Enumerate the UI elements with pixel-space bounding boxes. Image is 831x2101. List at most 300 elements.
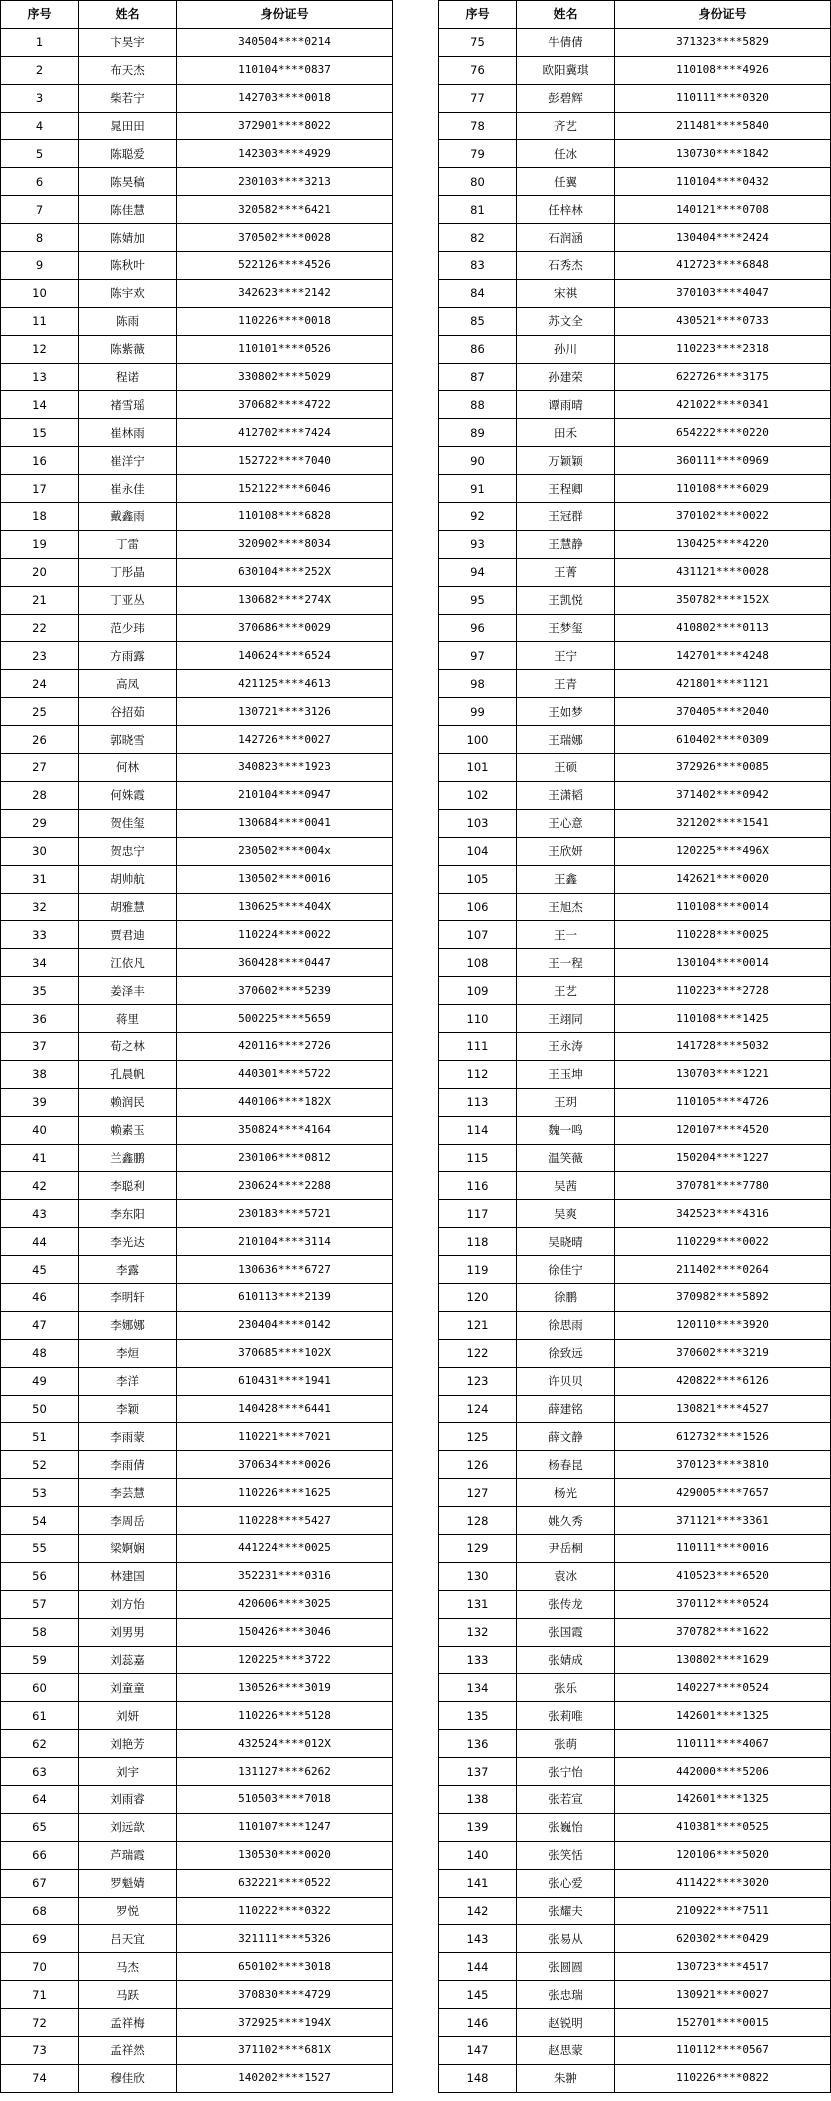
name-cell: 罗悦 bbox=[79, 1897, 177, 1925]
name-cell: 范少玮 bbox=[79, 614, 177, 642]
header-id: 身份证号 bbox=[177, 1, 393, 29]
table-row bbox=[439, 1813, 831, 1841]
id-cell: 410802****0113 bbox=[615, 614, 831, 642]
id-cell: 110107****1247 bbox=[177, 1813, 393, 1841]
id-cell: 442000****5206 bbox=[615, 1758, 831, 1786]
id-cell: 211402****0264 bbox=[615, 1256, 831, 1284]
name-cell: 王一 bbox=[517, 921, 615, 949]
table-row bbox=[1, 1897, 393, 1925]
id-cell: 370682****4722 bbox=[177, 391, 393, 419]
name-cell: 布天杰 bbox=[79, 56, 177, 84]
table-row bbox=[1, 1786, 393, 1814]
seq-cell: 140 bbox=[439, 1841, 517, 1869]
table-row bbox=[1, 56, 393, 84]
seq-cell: 59 bbox=[1, 1646, 79, 1674]
seq-cell: 136 bbox=[439, 1730, 517, 1758]
name-cell: 姚久秀 bbox=[517, 1507, 615, 1535]
seq-cell: 131 bbox=[439, 1590, 517, 1618]
name-cell: 徐思雨 bbox=[517, 1311, 615, 1339]
name-cell: 薛建铭 bbox=[517, 1395, 615, 1423]
id-cell: 654222****0220 bbox=[615, 419, 831, 447]
name-cell: 刘远歆 bbox=[79, 1813, 177, 1841]
table-row bbox=[439, 279, 831, 307]
seq-cell: 29 bbox=[1, 809, 79, 837]
id-cell: 140428****6441 bbox=[177, 1395, 393, 1423]
seq-cell: 85 bbox=[439, 307, 517, 335]
table-row bbox=[439, 1311, 831, 1339]
table-row bbox=[1, 84, 393, 112]
seq-cell: 147 bbox=[439, 2037, 517, 2065]
id-cell: 622726****3175 bbox=[615, 363, 831, 391]
id-cell: 120225****496X bbox=[615, 837, 831, 865]
name-cell: 陈昊稿 bbox=[79, 168, 177, 196]
name-cell: 丁亚丛 bbox=[79, 586, 177, 614]
id-cell: 321202****1541 bbox=[615, 809, 831, 837]
name-cell: 王如梦 bbox=[517, 698, 615, 726]
id-cell: 130802****1629 bbox=[615, 1646, 831, 1674]
name-cell: 李芸慧 bbox=[79, 1479, 177, 1507]
name-cell: 张国霞 bbox=[517, 1618, 615, 1646]
id-cell: 372926****0085 bbox=[615, 754, 831, 782]
table-row bbox=[1, 1534, 393, 1562]
table-row bbox=[1, 1172, 393, 1200]
id-cell: 110228****5427 bbox=[177, 1507, 393, 1535]
seq-cell: 23 bbox=[1, 642, 79, 670]
table-row bbox=[439, 558, 831, 586]
seq-cell: 67 bbox=[1, 1869, 79, 1897]
table-row bbox=[439, 698, 831, 726]
name-cell: 吴爽 bbox=[517, 1200, 615, 1228]
table-row bbox=[439, 642, 831, 670]
table-row bbox=[439, 1786, 831, 1814]
table-row bbox=[439, 1088, 831, 1116]
seq-cell: 77 bbox=[439, 84, 517, 112]
name-cell: 王菁 bbox=[517, 558, 615, 586]
id-cell: 650102****3018 bbox=[177, 1953, 393, 1981]
seq-cell: 83 bbox=[439, 252, 517, 280]
table-row bbox=[1, 977, 393, 1005]
name-cell: 任翼 bbox=[517, 168, 615, 196]
id-cell: 130502****0016 bbox=[177, 865, 393, 893]
name-cell: 苏文全 bbox=[517, 307, 615, 335]
table-row bbox=[439, 1060, 831, 1088]
table-row bbox=[1, 586, 393, 614]
seq-cell: 71 bbox=[1, 1981, 79, 2009]
table-row bbox=[439, 196, 831, 224]
header-seq: 序号 bbox=[1, 1, 79, 29]
name-cell: 张心爱 bbox=[517, 1869, 615, 1897]
table-row bbox=[439, 112, 831, 140]
seq-cell: 31 bbox=[1, 865, 79, 893]
seq-cell: 25 bbox=[1, 698, 79, 726]
seq-cell: 27 bbox=[1, 754, 79, 782]
table-row bbox=[439, 1618, 831, 1646]
id-cell: 360428****0447 bbox=[177, 949, 393, 977]
seq-cell: 49 bbox=[1, 1367, 79, 1395]
table-row bbox=[1, 391, 393, 419]
seq-cell: 100 bbox=[439, 726, 517, 754]
id-cell: 110226****5128 bbox=[177, 1702, 393, 1730]
seq-cell: 108 bbox=[439, 949, 517, 977]
name-cell: 赖素玉 bbox=[79, 1116, 177, 1144]
seq-cell: 22 bbox=[1, 614, 79, 642]
name-cell: 陈紫薇 bbox=[79, 335, 177, 363]
seq-cell: 36 bbox=[1, 1005, 79, 1033]
seq-cell: 142 bbox=[439, 1897, 517, 1925]
id-cell: 130404****2424 bbox=[615, 224, 831, 252]
table-row bbox=[1, 921, 393, 949]
id-cell: 230404****0142 bbox=[177, 1311, 393, 1339]
seq-cell: 9 bbox=[1, 252, 79, 280]
header-row bbox=[439, 1, 831, 29]
table-row bbox=[1, 2064, 393, 2092]
seq-cell: 144 bbox=[439, 1953, 517, 1981]
table-row bbox=[439, 1228, 831, 1256]
id-cell: 130921****0027 bbox=[615, 1981, 831, 2009]
seq-cell: 4 bbox=[1, 112, 79, 140]
name-cell: 万颖颖 bbox=[517, 447, 615, 475]
seq-cell: 111 bbox=[439, 1032, 517, 1060]
id-cell: 350824****4164 bbox=[177, 1116, 393, 1144]
seq-cell: 19 bbox=[1, 530, 79, 558]
name-cell: 王艺 bbox=[517, 977, 615, 1005]
seq-cell: 7 bbox=[1, 196, 79, 224]
seq-cell: 65 bbox=[1, 1813, 79, 1841]
name-cell: 张乐 bbox=[517, 1674, 615, 1702]
table-row bbox=[1, 1339, 393, 1367]
id-cell: 110228****0025 bbox=[615, 921, 831, 949]
name-cell: 蒋里 bbox=[79, 1005, 177, 1033]
table-row bbox=[1, 1507, 393, 1535]
table-row bbox=[1, 809, 393, 837]
table-row bbox=[1, 1451, 393, 1479]
name-cell: 孔晨帆 bbox=[79, 1060, 177, 1088]
name-cell: 刘方怡 bbox=[79, 1590, 177, 1618]
table-row bbox=[1, 865, 393, 893]
seq-cell: 75 bbox=[439, 28, 517, 56]
seq-cell: 130 bbox=[439, 1562, 517, 1590]
name-cell: 兰鑫鹏 bbox=[79, 1144, 177, 1172]
seq-cell: 41 bbox=[1, 1144, 79, 1172]
seq-cell: 96 bbox=[439, 614, 517, 642]
table-row bbox=[1, 252, 393, 280]
table-row bbox=[1, 447, 393, 475]
table-row bbox=[1, 1953, 393, 1981]
table-row bbox=[439, 1367, 831, 1395]
id-cell: 421022****0341 bbox=[615, 391, 831, 419]
seq-cell: 73 bbox=[1, 2037, 79, 2065]
id-cell: 110104****0432 bbox=[615, 168, 831, 196]
seq-cell: 52 bbox=[1, 1451, 79, 1479]
id-cell: 370634****0026 bbox=[177, 1451, 393, 1479]
seq-cell: 119 bbox=[439, 1256, 517, 1284]
table-row bbox=[1, 503, 393, 531]
seq-cell: 45 bbox=[1, 1256, 79, 1284]
id-cell: 340504****0214 bbox=[177, 28, 393, 56]
name-cell: 李烜 bbox=[79, 1339, 177, 1367]
table-row bbox=[439, 2037, 831, 2065]
id-cell: 630104****252X bbox=[177, 558, 393, 586]
name-cell: 任梓林 bbox=[517, 196, 615, 224]
seq-cell: 40 bbox=[1, 1116, 79, 1144]
id-cell: 371121****3361 bbox=[615, 1507, 831, 1535]
table-row bbox=[439, 307, 831, 335]
seq-cell: 5 bbox=[1, 140, 79, 168]
seq-cell: 63 bbox=[1, 1758, 79, 1786]
table-row bbox=[1, 419, 393, 447]
id-cell: 110111****0016 bbox=[615, 1534, 831, 1562]
id-cell: 110226****0018 bbox=[177, 307, 393, 335]
table-row bbox=[439, 1758, 831, 1786]
seq-cell: 17 bbox=[1, 475, 79, 503]
id-cell: 320902****8034 bbox=[177, 530, 393, 558]
name-cell: 李颖 bbox=[79, 1395, 177, 1423]
table-row bbox=[439, 391, 831, 419]
table-row bbox=[439, 1897, 831, 1925]
seq-cell: 90 bbox=[439, 447, 517, 475]
id-cell: 370103****4047 bbox=[615, 279, 831, 307]
id-cell: 370782****1622 bbox=[615, 1618, 831, 1646]
seq-cell: 81 bbox=[439, 196, 517, 224]
table-row bbox=[439, 1730, 831, 1758]
name-cell: 吴晓晴 bbox=[517, 1228, 615, 1256]
seq-cell: 3 bbox=[1, 84, 79, 112]
seq-cell: 39 bbox=[1, 1088, 79, 1116]
table-row bbox=[1, 1618, 393, 1646]
table-row bbox=[439, 2009, 831, 2037]
table-row bbox=[1, 2037, 393, 2065]
table-row bbox=[439, 1395, 831, 1423]
seq-cell: 46 bbox=[1, 1283, 79, 1311]
name-cell: 王潇韬 bbox=[517, 781, 615, 809]
table-row bbox=[439, 921, 831, 949]
table-row bbox=[439, 1256, 831, 1284]
id-cell: 370602****3219 bbox=[615, 1339, 831, 1367]
id-cell: 342523****4316 bbox=[615, 1200, 831, 1228]
name-cell: 刘蕊嘉 bbox=[79, 1646, 177, 1674]
seq-cell: 107 bbox=[439, 921, 517, 949]
id-cell: 130526****3019 bbox=[177, 1674, 393, 1702]
name-cell: 刘艳芳 bbox=[79, 1730, 177, 1758]
name-cell: 刘雨睿 bbox=[79, 1786, 177, 1814]
id-cell: 420606****3025 bbox=[177, 1590, 393, 1618]
table-row bbox=[1, 1283, 393, 1311]
name-cell: 王心意 bbox=[517, 809, 615, 837]
table-row bbox=[439, 1144, 831, 1172]
header-seq: 序号 bbox=[439, 1, 517, 29]
id-cell: 370781****7780 bbox=[615, 1172, 831, 1200]
seq-cell: 80 bbox=[439, 168, 517, 196]
seq-cell: 50 bbox=[1, 1395, 79, 1423]
seq-cell: 43 bbox=[1, 1200, 79, 1228]
name-cell: 徐致远 bbox=[517, 1339, 615, 1367]
seq-cell: 24 bbox=[1, 670, 79, 698]
id-cell: 140202****1527 bbox=[177, 2064, 393, 2092]
id-cell: 140121****0708 bbox=[615, 196, 831, 224]
seq-cell: 72 bbox=[1, 2009, 79, 2037]
name-cell: 李雨倩 bbox=[79, 1451, 177, 1479]
seq-cell: 124 bbox=[439, 1395, 517, 1423]
id-cell: 110224****0022 bbox=[177, 921, 393, 949]
seq-cell: 114 bbox=[439, 1116, 517, 1144]
table-row bbox=[439, 1339, 831, 1367]
name-cell: 赵锐明 bbox=[517, 2009, 615, 2037]
table-row bbox=[439, 2064, 831, 2092]
seq-cell: 132 bbox=[439, 1618, 517, 1646]
table-row bbox=[1, 1144, 393, 1172]
id-cell: 610402****0309 bbox=[615, 726, 831, 754]
table-row bbox=[439, 168, 831, 196]
id-cell: 130425****4220 bbox=[615, 530, 831, 558]
id-cell: 210104****3114 bbox=[177, 1228, 393, 1256]
name-cell: 李雨蒙 bbox=[79, 1423, 177, 1451]
name-cell: 穆佳欣 bbox=[79, 2064, 177, 2092]
name-cell: 王慧静 bbox=[517, 530, 615, 558]
name-cell: 王玉坤 bbox=[517, 1060, 615, 1088]
name-cell: 孙建荣 bbox=[517, 363, 615, 391]
id-cell: 110112****0567 bbox=[615, 2037, 831, 2065]
name-cell: 赖润民 bbox=[79, 1088, 177, 1116]
table-row bbox=[439, 893, 831, 921]
seq-cell: 126 bbox=[439, 1451, 517, 1479]
id-cell: 152701****0015 bbox=[615, 2009, 831, 2037]
seq-cell: 88 bbox=[439, 391, 517, 419]
id-cell: 370982****5892 bbox=[615, 1283, 831, 1311]
name-cell: 田禾 bbox=[517, 419, 615, 447]
table-row bbox=[1, 1479, 393, 1507]
table-row bbox=[1, 168, 393, 196]
id-cell: 142601****1325 bbox=[615, 1786, 831, 1814]
table-row bbox=[1, 614, 393, 642]
table-row bbox=[1, 754, 393, 782]
seq-cell: 37 bbox=[1, 1032, 79, 1060]
table-row bbox=[1, 949, 393, 977]
id-cell: 420822****6126 bbox=[615, 1367, 831, 1395]
id-cell: 110108****6828 bbox=[177, 503, 393, 531]
name-cell: 牛倩倩 bbox=[517, 28, 615, 56]
name-cell: 李明轩 bbox=[79, 1283, 177, 1311]
table-row bbox=[439, 837, 831, 865]
name-cell: 王鑫 bbox=[517, 865, 615, 893]
id-cell: 110111****4067 bbox=[615, 1730, 831, 1758]
table-row bbox=[1, 837, 393, 865]
seq-cell: 87 bbox=[439, 363, 517, 391]
name-cell: 谭雨晴 bbox=[517, 391, 615, 419]
id-cell: 150204****1227 bbox=[615, 1144, 831, 1172]
seq-cell: 105 bbox=[439, 865, 517, 893]
name-cell: 许贝贝 bbox=[517, 1367, 615, 1395]
table-row bbox=[439, 140, 831, 168]
roster-table-right bbox=[438, 0, 831, 2093]
id-cell: 350782****152X bbox=[615, 586, 831, 614]
seq-cell: 76 bbox=[439, 56, 517, 84]
table-row bbox=[1, 1925, 393, 1953]
name-cell: 程诺 bbox=[79, 363, 177, 391]
id-cell: 371402****0942 bbox=[615, 781, 831, 809]
name-cell: 胡帅航 bbox=[79, 865, 177, 893]
id-cell: 330802****5029 bbox=[177, 363, 393, 391]
id-cell: 510503****7018 bbox=[177, 1786, 393, 1814]
id-cell: 152722****7040 bbox=[177, 447, 393, 475]
table-row bbox=[1, 1005, 393, 1033]
id-cell: 130104****0014 bbox=[615, 949, 831, 977]
table-row bbox=[439, 1646, 831, 1674]
seq-cell: 38 bbox=[1, 1060, 79, 1088]
seq-cell: 122 bbox=[439, 1339, 517, 1367]
name-cell: 齐艺 bbox=[517, 112, 615, 140]
seq-cell: 70 bbox=[1, 1953, 79, 1981]
id-cell: 130682****274X bbox=[177, 586, 393, 614]
seq-cell: 54 bbox=[1, 1507, 79, 1535]
id-cell: 230624****2288 bbox=[177, 1172, 393, 1200]
table-row bbox=[439, 1451, 831, 1479]
table-row bbox=[439, 84, 831, 112]
name-cell: 石润涵 bbox=[517, 224, 615, 252]
name-cell: 戴鑫雨 bbox=[79, 503, 177, 531]
name-cell: 方雨露 bbox=[79, 642, 177, 670]
seq-cell: 8 bbox=[1, 224, 79, 252]
id-cell: 152122****6046 bbox=[177, 475, 393, 503]
header-name: 姓名 bbox=[79, 1, 177, 29]
table-row bbox=[1, 1228, 393, 1256]
id-cell: 120107****4520 bbox=[615, 1116, 831, 1144]
id-cell: 110111****0320 bbox=[615, 84, 831, 112]
seq-cell: 78 bbox=[439, 112, 517, 140]
name-cell: 芦瑞霞 bbox=[79, 1841, 177, 1869]
name-cell: 张笑恬 bbox=[517, 1841, 615, 1869]
name-cell: 陈佳慧 bbox=[79, 196, 177, 224]
name-cell: 吕天宜 bbox=[79, 1925, 177, 1953]
name-cell: 李洋 bbox=[79, 1367, 177, 1395]
id-cell: 130703****1221 bbox=[615, 1060, 831, 1088]
name-cell: 罗魁婧 bbox=[79, 1869, 177, 1897]
table-row bbox=[439, 447, 831, 475]
table-row bbox=[439, 1116, 831, 1144]
id-cell: 110222****0322 bbox=[177, 1897, 393, 1925]
table-row bbox=[1, 1562, 393, 1590]
name-cell: 任冰 bbox=[517, 140, 615, 168]
id-cell: 440301****5722 bbox=[177, 1060, 393, 1088]
seq-cell: 143 bbox=[439, 1925, 517, 1953]
name-cell: 贺忠宁 bbox=[79, 837, 177, 865]
name-cell: 朱翀 bbox=[517, 2064, 615, 2092]
id-cell: 141728****5032 bbox=[615, 1032, 831, 1060]
seq-cell: 93 bbox=[439, 530, 517, 558]
id-cell: 370602****5239 bbox=[177, 977, 393, 1005]
table-row bbox=[1, 1395, 393, 1423]
seq-cell: 141 bbox=[439, 1869, 517, 1897]
id-cell: 230183****5721 bbox=[177, 1200, 393, 1228]
name-cell: 赵思蒙 bbox=[517, 2037, 615, 2065]
id-cell: 110108****0014 bbox=[615, 893, 831, 921]
seq-cell: 98 bbox=[439, 670, 517, 698]
header-name: 姓名 bbox=[517, 1, 615, 29]
seq-cell: 15 bbox=[1, 419, 79, 447]
table-row bbox=[1, 307, 393, 335]
name-cell: 薛文静 bbox=[517, 1423, 615, 1451]
name-cell: 孙川 bbox=[517, 335, 615, 363]
name-cell: 杨光 bbox=[517, 1479, 615, 1507]
table-row bbox=[1, 28, 393, 56]
table-row bbox=[439, 1869, 831, 1897]
name-cell: 刘宇 bbox=[79, 1758, 177, 1786]
seq-cell: 13 bbox=[1, 363, 79, 391]
name-cell: 张若宣 bbox=[517, 1786, 615, 1814]
seq-cell: 134 bbox=[439, 1674, 517, 1702]
table-row bbox=[439, 1534, 831, 1562]
seq-cell: 120 bbox=[439, 1283, 517, 1311]
name-cell: 宋祺 bbox=[517, 279, 615, 307]
